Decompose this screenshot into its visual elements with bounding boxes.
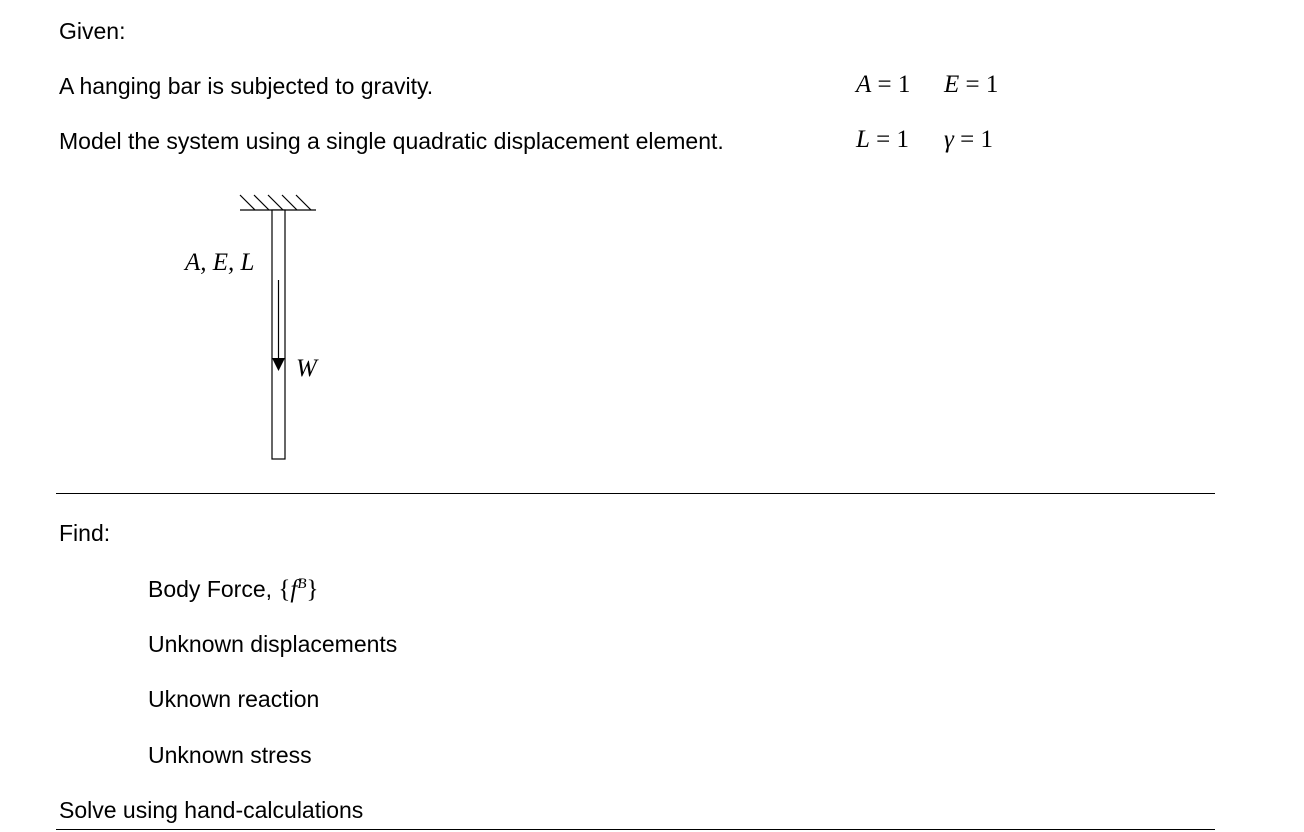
given-heading: Given: [59, 18, 126, 44]
body-force-brace-close: } [306, 576, 319, 603]
support-hatch-3 [268, 195, 283, 210]
footer-text: Solve using hand-calculations [59, 797, 364, 823]
param-E [944, 70, 998, 100]
find-heading: Find: [59, 520, 111, 546]
weight-label: W [296, 355, 317, 382]
find-item-displacements: Unknown displacements [148, 631, 398, 657]
support-hatch-2 [254, 195, 269, 210]
body-force-var: f [290, 576, 298, 603]
bar [272, 210, 285, 459]
param-A-symbol: A [856, 71, 872, 98]
support-hatch-5 [296, 195, 311, 210]
param-L-eq: = 1 [869, 126, 910, 153]
find-item-body-force-text: Body Force, [148, 576, 279, 602]
find-item-body-force [148, 575, 319, 604]
find-item-stress: Unknown stress [148, 742, 312, 768]
support-hatch-1 [240, 195, 255, 210]
section-divider [56, 493, 1215, 494]
param-E-eq: = 1 [959, 71, 999, 98]
bar-properties-label: A, E, L [185, 249, 255, 276]
body-force-symbol [278, 576, 318, 603]
body-force-sup: B [297, 576, 307, 592]
support-hatch-4 [282, 195, 297, 210]
fixed-support [240, 195, 316, 210]
body-force-brace-open: { [278, 576, 291, 603]
footer-divider [56, 829, 1215, 830]
param-A [856, 70, 910, 100]
param-gamma-eq: = 1 [953, 126, 993, 153]
find-item-reaction: Uknown reaction [148, 686, 320, 712]
param-A-eq: = 1 [871, 71, 911, 98]
param-L-symbol: L [856, 126, 870, 153]
param-gamma [944, 125, 993, 155]
param-E-symbol: E [944, 71, 960, 98]
param-L [856, 125, 909, 155]
weight-arrow-head [272, 358, 285, 371]
given-line-2: Model the system using a single quadratic displacement element. [59, 128, 724, 154]
given-line-1: A hanging bar is subjected to gravity. [59, 73, 434, 99]
param-gamma-symbol: γ [944, 126, 954, 153]
